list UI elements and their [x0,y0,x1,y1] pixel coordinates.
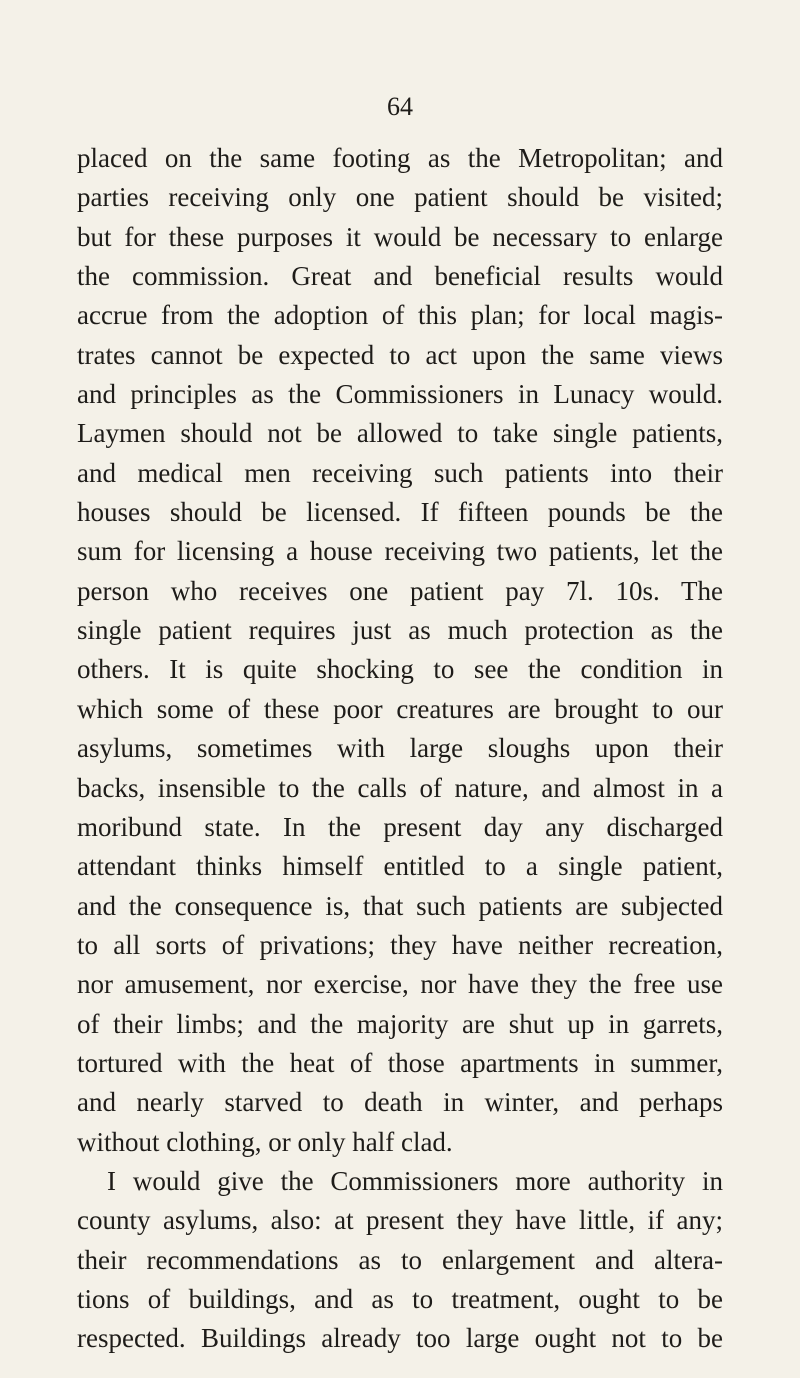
text-line: of their limbs; and the majority are shut up in garrets, [77,1008,723,1039]
text-line: placed on the same footing as the Metropolitan; and [77,143,723,173]
text-line: I would give the Commissioners more authority in [107,1165,723,1196]
text-line: their recommendations as to enlargement and altera- [77,1244,723,1275]
text-line: tortured with the heat of those apartments in summer, [77,1047,723,1078]
text-line: single patient requires just as much protection as the [77,615,723,646]
text-line: to all sorts of privations; they have neither recreation, [77,929,723,960]
text-line: which some of these poor creatures are brought to our [77,693,723,724]
text-line: parties receiving only one patient should be visited; [77,182,723,213]
text-line: the commission. Great and beneficial results would [77,261,723,292]
text-line: attendant thinks himself entitled to a single patient, [77,851,723,882]
text-line: and the consequence is, that such patients are subjected [77,890,723,921]
text-line: person who receives one patient pay 7l. 10s. The [77,575,723,606]
text-line: respected. Buildings already too large ought not to be [77,1323,723,1354]
page-number: 64 [387,92,413,121]
paragraph [77,1162,723,1359]
text-line: and nearly starved to death in winter, and perhaps [77,1087,723,1118]
text-line: backs, insensible to the calls of nature, and almost in a [77,772,723,803]
text-line: trates cannot be expected to act upon the same views [77,339,723,370]
body-text [77,139,723,1359]
text-line: nor amusement, nor exercise, nor have they the free use [77,969,723,1000]
text-line: and medical men receiving such patients into their [77,457,723,488]
text-line: moribund state. In the present day any discharged [77,811,723,842]
text-line: and principles as the Commissioners in Lunacy would. [77,379,723,410]
text-line: but for these purposes it would be necessary to enlarge [77,221,723,252]
text-line: county asylums, also: at present they have little, if any; [77,1205,723,1236]
paragraph [77,139,723,1162]
text-line: Laymen should not be allowed to take single patients, [77,418,723,449]
text-line: without clothing, or only half clad. [77,1126,453,1157]
text-line: asylums, sometimes with large sloughs upon their [77,733,723,764]
text-line: tions of buildings, and as to treatment, ought to be [77,1283,723,1314]
text-line: sum for licensing a house receiving two patients, let the [77,536,723,567]
text-line: houses should be licensed. If fifteen pounds be the [77,497,723,528]
text-line: others. It is quite shocking to see the condition in [77,654,723,685]
text-line: accrue from the adoption of this plan; for local magis- [77,300,723,331]
